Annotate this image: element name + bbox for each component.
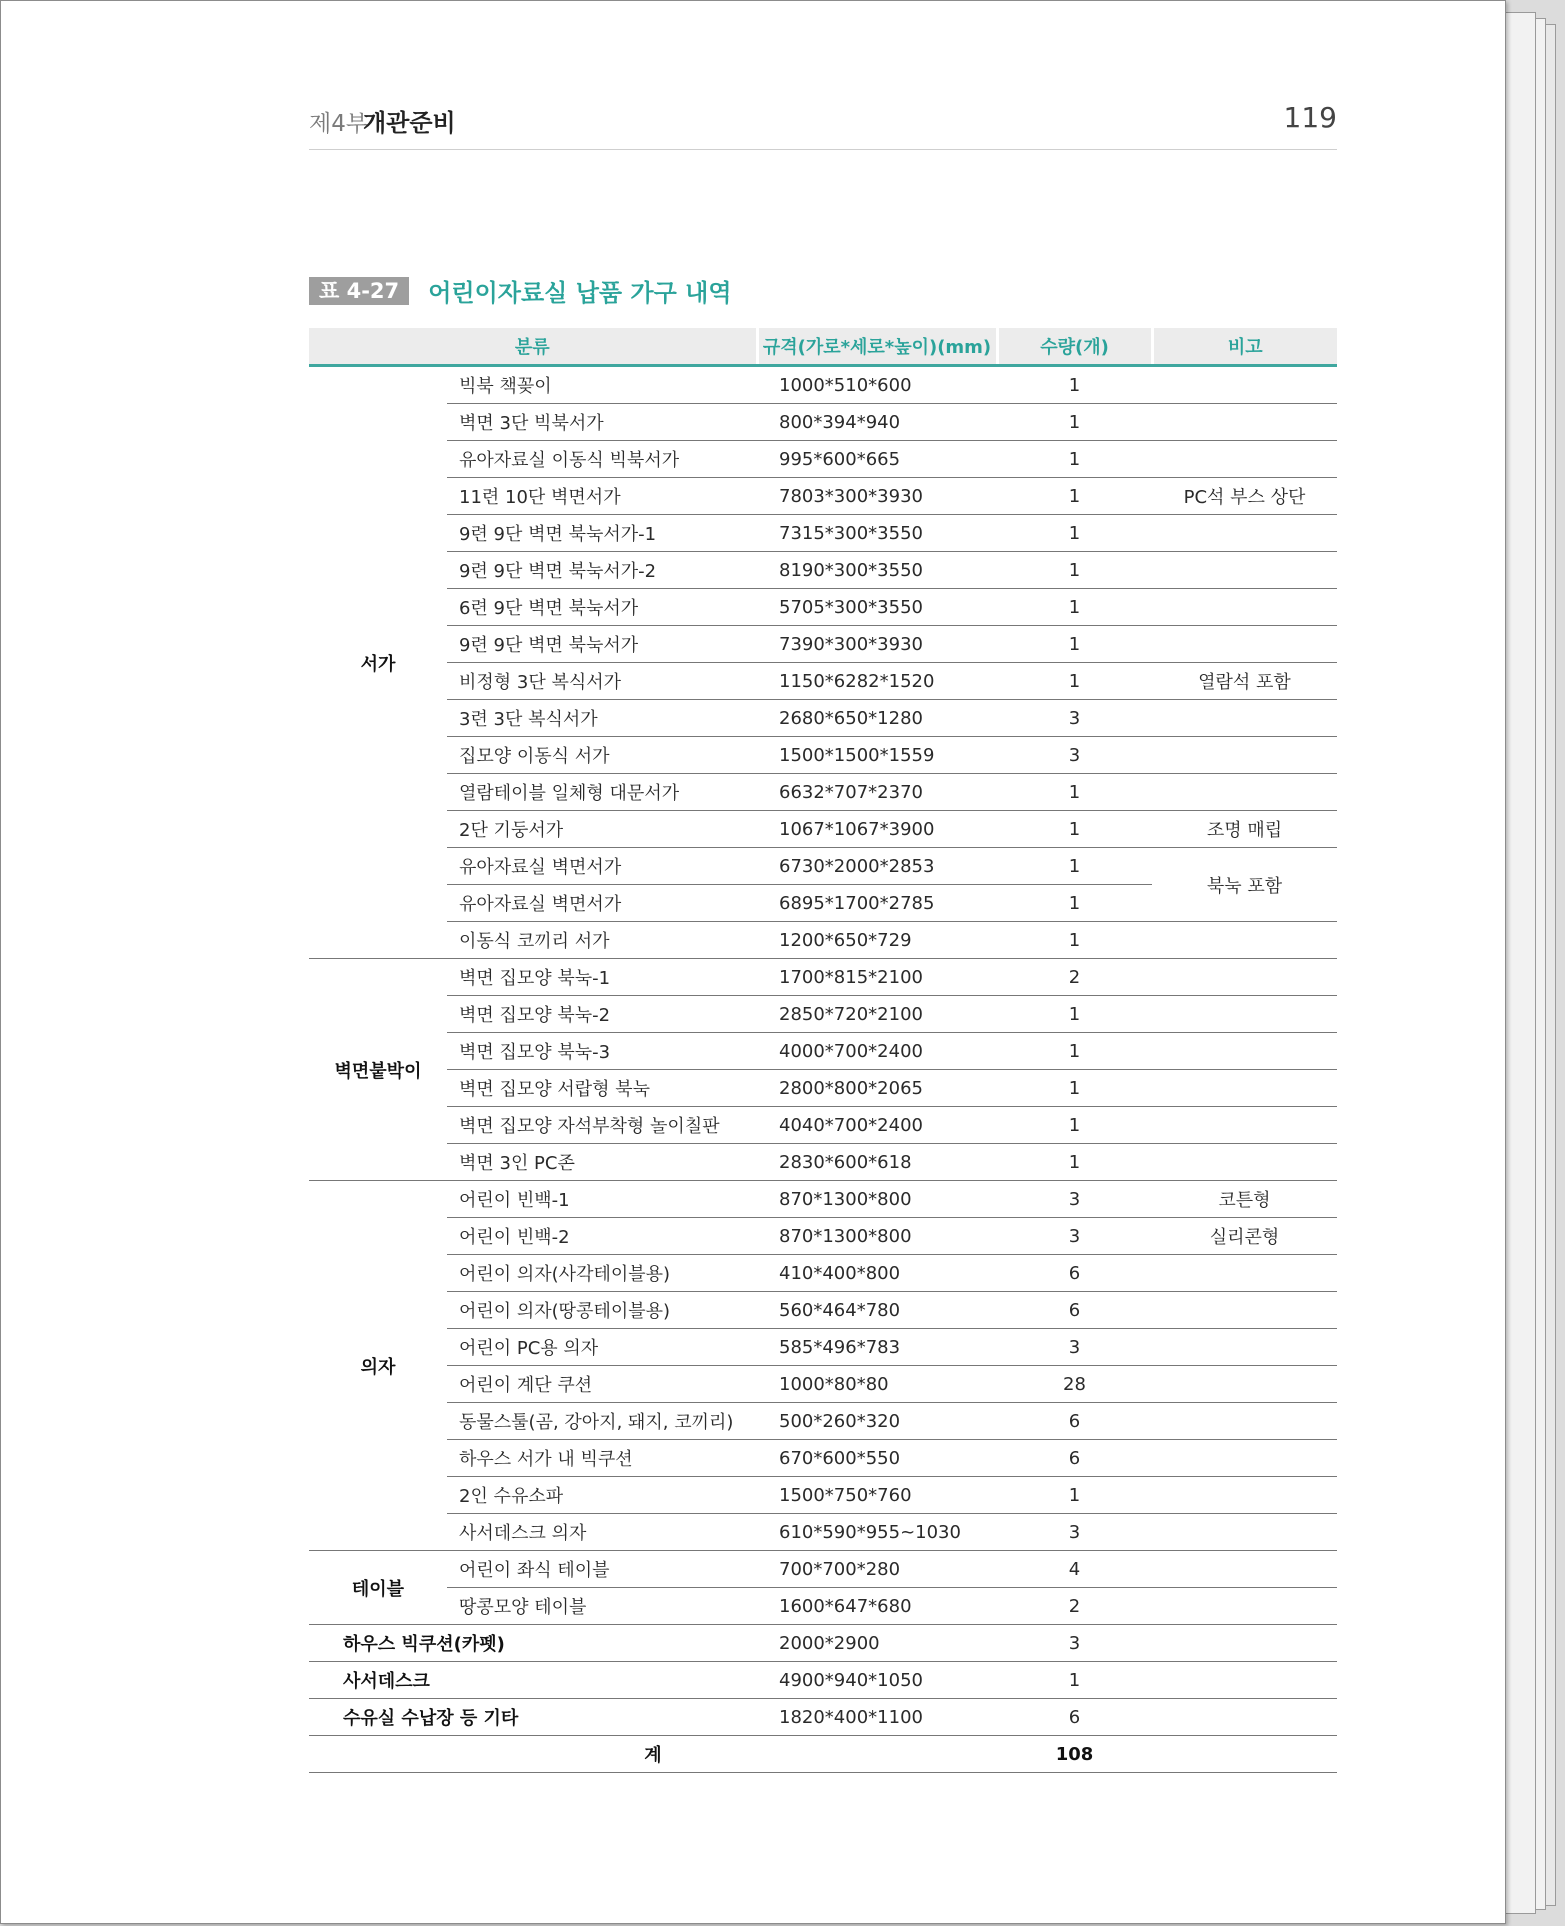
item-qty: 6	[997, 1255, 1152, 1292]
item-spec: 2680*650*1280	[757, 700, 997, 737]
item-spec: 585*496*783	[757, 1329, 997, 1366]
total-qty: 108	[997, 1736, 1152, 1773]
item-name: 유아자료실 벽면서가	[447, 885, 757, 922]
item-note	[1152, 589, 1337, 626]
item-name: 어린이 빈백-2	[447, 1218, 757, 1255]
item-name: 9련 9단 벽면 북눅서가	[447, 626, 757, 663]
item-note: PC석 부스 상단	[1152, 478, 1337, 515]
item-name: 사서데스크 의자	[447, 1514, 757, 1551]
item-note	[1152, 1477, 1337, 1514]
table-row	[309, 1477, 1337, 1514]
item-note	[1152, 737, 1337, 774]
page-number: 119	[1283, 101, 1337, 134]
column-header-spec: 규격(가로*세로*높이)(mm)	[757, 328, 997, 366]
item-qty: 3	[997, 700, 1152, 737]
table-row	[309, 1033, 1337, 1070]
item-qty: 1	[997, 848, 1152, 885]
item-spec: 1150*6282*1520	[757, 663, 997, 700]
item-note	[1152, 1107, 1337, 1144]
table-row	[309, 848, 1337, 885]
item-spec: 2000*2900	[757, 1625, 997, 1662]
group-label-chairs: 의자	[309, 1181, 447, 1551]
item-spec: 2850*720*2100	[757, 996, 997, 1033]
table-row	[309, 663, 1337, 700]
item-note	[1152, 1440, 1337, 1477]
table-row	[309, 959, 1337, 996]
table-row	[309, 478, 1337, 515]
item-spec: 500*260*320	[757, 1403, 997, 1440]
item-note	[1152, 1625, 1337, 1662]
item-name: 어린이 의자(사각테이블용)	[447, 1255, 757, 1292]
item-qty: 3	[997, 1329, 1152, 1366]
item-note: 실리콘형	[1152, 1218, 1337, 1255]
item-qty: 1	[997, 996, 1152, 1033]
table-row	[309, 441, 1337, 478]
table-row	[309, 1440, 1337, 1477]
table-row	[309, 589, 1337, 626]
standalone-item-name: 수유실 수납장 등 기타	[309, 1699, 757, 1736]
table-row	[309, 1255, 1337, 1292]
item-name: 어린이 좌식 테이블	[447, 1551, 757, 1588]
item-qty: 1	[997, 552, 1152, 589]
standalone-item-name: 사서데스크	[309, 1662, 757, 1699]
item-spec: 700*700*280	[757, 1551, 997, 1588]
table-row	[309, 700, 1337, 737]
item-qty: 1	[997, 663, 1152, 700]
item-note	[1152, 1403, 1337, 1440]
item-spec: 2800*800*2065	[757, 1070, 997, 1107]
section-label: 제4부	[309, 111, 369, 137]
item-qty: 6	[997, 1292, 1152, 1329]
item-qty: 1	[997, 774, 1152, 811]
item-qty: 1	[997, 404, 1152, 441]
item-note	[1152, 366, 1337, 404]
item-spec: 4040*700*2400	[757, 1107, 997, 1144]
item-spec: 995*600*665	[757, 441, 997, 478]
total-label: 계	[309, 1736, 997, 1773]
item-spec: 670*600*550	[757, 1440, 997, 1477]
item-qty: 1	[997, 626, 1152, 663]
table-row	[309, 1181, 1337, 1218]
item-qty: 4	[997, 1551, 1152, 1588]
table-row	[309, 922, 1337, 959]
item-note	[1152, 922, 1337, 959]
item-note	[1152, 959, 1337, 996]
table-row	[309, 404, 1337, 441]
table-row	[309, 1625, 1337, 1662]
item-name: 유아자료실 벽면서가	[447, 848, 757, 885]
group-label-shelves: 서가	[309, 366, 447, 959]
item-qty: 2	[997, 1588, 1152, 1625]
standalone-item-name: 하우스 빅쿠션(카펫)	[309, 1625, 757, 1662]
item-qty: 3	[997, 1218, 1152, 1255]
item-name: 동물스툴(곰, 강아지, 돼지, 코끼리)	[447, 1403, 757, 1440]
table-row	[309, 1514, 1337, 1551]
item-spec: 800*394*940	[757, 404, 997, 441]
item-note: 조명 매립	[1152, 811, 1337, 848]
item-note: 코튼형	[1152, 1181, 1337, 1218]
table-row	[309, 1292, 1337, 1329]
item-name: 어린이 PC용 의자	[447, 1329, 757, 1366]
item-spec: 1200*650*729	[757, 922, 997, 959]
item-name: 벽면 집모양 북눅-1	[447, 959, 757, 996]
table-row	[309, 1070, 1337, 1107]
item-note	[1152, 626, 1337, 663]
item-name: 벽면 집모양 북눅-3	[447, 1033, 757, 1070]
item-note	[1152, 700, 1337, 737]
item-name: 벽면 집모양 서랍형 북눅	[447, 1070, 757, 1107]
total-note	[1152, 1736, 1337, 1773]
item-spec: 870*1300*800	[757, 1218, 997, 1255]
total-row	[309, 1736, 1337, 1773]
item-spec: 870*1300*800	[757, 1181, 997, 1218]
table-row	[309, 515, 1337, 552]
group-label-built-in: 벽면붙박이	[309, 959, 447, 1181]
item-qty: 1	[997, 441, 1152, 478]
table-row	[309, 1551, 1337, 1588]
item-qty: 1	[997, 885, 1152, 922]
item-note	[1152, 1551, 1337, 1588]
item-qty: 1	[997, 1477, 1152, 1514]
item-note	[1152, 1144, 1337, 1181]
item-spec: 4000*700*2400	[757, 1033, 997, 1070]
table-row	[309, 811, 1337, 848]
item-name: 9련 9단 벽면 북눅서가-2	[447, 552, 757, 589]
running-header	[309, 99, 1337, 150]
item-name: 9련 9단 벽면 북눅서가-1	[447, 515, 757, 552]
table-row	[309, 1366, 1337, 1403]
table-caption	[309, 273, 732, 307]
item-qty: 6	[997, 1699, 1152, 1736]
item-qty: 1	[997, 366, 1152, 404]
column-header-qty: 수량(개)	[997, 328, 1152, 366]
item-name: 2단 기둥서가	[447, 811, 757, 848]
item-spec: 1700*815*2100	[757, 959, 997, 996]
table-row	[309, 1329, 1337, 1366]
column-header-category: 분류	[309, 328, 757, 366]
item-name: 어린이 의자(땅콩테이블용)	[447, 1292, 757, 1329]
table-row	[309, 1588, 1337, 1625]
item-name: 3련 3단 복식서가	[447, 700, 757, 737]
item-note	[1152, 1662, 1337, 1699]
item-qty: 3	[997, 737, 1152, 774]
item-spec: 7803*300*3930	[757, 478, 997, 515]
column-header-note: 비고	[1152, 328, 1337, 366]
item-note	[1152, 1329, 1337, 1366]
item-name: 유아자료실 이동식 빅북서가	[447, 441, 757, 478]
item-qty: 3	[997, 1514, 1152, 1551]
item-name: 땅콩모양 테이블	[447, 1588, 757, 1625]
item-name: 어린이 빈백-1	[447, 1181, 757, 1218]
item-name: 벽면 집모양 자석부착형 놀이칠판	[447, 1107, 757, 1144]
item-spec: 410*400*800	[757, 1255, 997, 1292]
item-spec: 7315*300*3550	[757, 515, 997, 552]
group-label-tables: 테이블	[309, 1551, 447, 1625]
item-spec: 1600*647*680	[757, 1588, 997, 1625]
table-number-tag: 표 4-27	[309, 277, 409, 305]
item-note	[1152, 774, 1337, 811]
item-note	[1152, 441, 1337, 478]
table-row	[309, 1403, 1337, 1440]
table-header-row	[309, 328, 1337, 366]
item-qty: 1	[997, 478, 1152, 515]
item-name: 어린이 계단 쿠션	[447, 1366, 757, 1403]
item-spec: 1500*1500*1559	[757, 737, 997, 774]
item-spec: 6632*707*2370	[757, 774, 997, 811]
item-note	[1152, 1366, 1337, 1403]
item-qty: 1	[997, 1662, 1152, 1699]
item-spec: 6730*2000*2853	[757, 848, 997, 885]
item-qty: 1	[997, 811, 1152, 848]
item-name: 빅북 책꽂이	[447, 366, 757, 404]
item-note	[1152, 1033, 1337, 1070]
item-note: 북눅 포함	[1152, 848, 1337, 922]
item-name: 집모양 이동식 서가	[447, 737, 757, 774]
item-name: 벽면 3단 빅북서가	[447, 404, 757, 441]
item-qty: 1	[997, 1070, 1152, 1107]
item-name: 열람테이블 일체형 대문서가	[447, 774, 757, 811]
item-qty: 6	[997, 1403, 1152, 1440]
item-qty: 1	[997, 589, 1152, 626]
item-spec: 6895*1700*2785	[757, 885, 997, 922]
table-row	[309, 1218, 1337, 1255]
item-spec: 8190*300*3550	[757, 552, 997, 589]
table-row	[309, 552, 1337, 589]
table-row	[309, 1144, 1337, 1181]
item-spec: 7390*300*3930	[757, 626, 997, 663]
item-note	[1152, 1070, 1337, 1107]
item-note	[1152, 1255, 1337, 1292]
item-qty: 2	[997, 959, 1152, 996]
table-title: 어린이자료실 납품 가구 내역	[428, 279, 732, 307]
item-spec: 4900*940*1050	[757, 1662, 997, 1699]
item-name: 11련 10단 벽면서가	[447, 478, 757, 515]
item-name: 벽면 3인 PC존	[447, 1144, 757, 1181]
item-qty: 1	[997, 1107, 1152, 1144]
table-row	[309, 1107, 1337, 1144]
item-note	[1152, 515, 1337, 552]
item-note	[1152, 1514, 1337, 1551]
item-name: 6련 9단 벽면 북눅서가	[447, 589, 757, 626]
item-spec: 1820*400*1100	[757, 1699, 997, 1736]
item-spec: 5705*300*3550	[757, 589, 997, 626]
table-row	[309, 1699, 1337, 1736]
item-note	[1152, 1292, 1337, 1329]
item-note: 열람석 포함	[1152, 663, 1337, 700]
item-qty: 1	[997, 1144, 1152, 1181]
item-spec: 1500*750*760	[757, 1477, 997, 1514]
item-qty: 3	[997, 1625, 1152, 1662]
item-name: 이동식 코끼리 서가	[447, 922, 757, 959]
table-row	[309, 366, 1337, 404]
item-spec: 610*590*955~1030	[757, 1514, 997, 1551]
item-name: 하우스 서가 내 빅쿠션	[447, 1440, 757, 1477]
item-qty: 28	[997, 1366, 1152, 1403]
item-qty: 3	[997, 1181, 1152, 1218]
item-spec: 1000*80*80	[757, 1366, 997, 1403]
item-name: 벽면 집모양 북눅-2	[447, 996, 757, 1033]
item-qty: 1	[997, 515, 1152, 552]
item-note	[1152, 1588, 1337, 1625]
item-name: 비정형 3단 복식서가	[447, 663, 757, 700]
page-stack-edge	[1505, 12, 1536, 1914]
table-row	[309, 626, 1337, 663]
item-note	[1152, 996, 1337, 1033]
furniture-table	[309, 328, 1337, 1773]
table-row	[309, 737, 1337, 774]
item-qty: 1	[997, 922, 1152, 959]
item-spec: 2830*600*618	[757, 1144, 997, 1181]
table-row	[309, 996, 1337, 1033]
item-note	[1152, 1699, 1337, 1736]
item-note	[1152, 404, 1337, 441]
item-qty: 6	[997, 1440, 1152, 1477]
table-row	[309, 1662, 1337, 1699]
item-spec: 560*464*780	[757, 1292, 997, 1329]
section-title: 개관준비	[363, 109, 456, 137]
item-name: 2인 수유소파	[447, 1477, 757, 1514]
item-note	[1152, 552, 1337, 589]
item-spec: 1067*1067*3900	[757, 811, 997, 848]
item-qty: 1	[997, 1033, 1152, 1070]
table-row	[309, 774, 1337, 811]
item-spec: 1000*510*600	[757, 366, 997, 404]
